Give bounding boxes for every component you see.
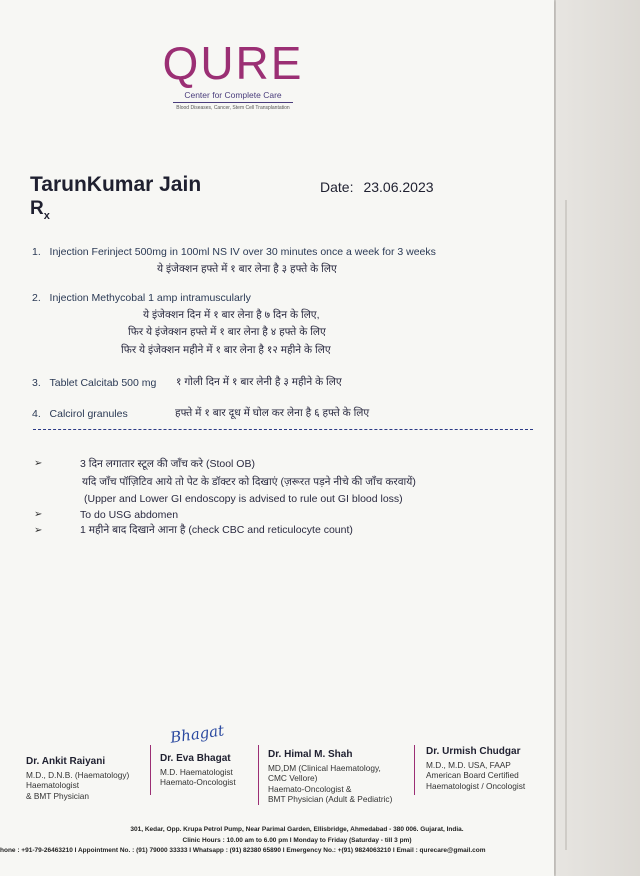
medication-2-instruction-1: ये इंजेक्शन दिन में १ बार लेना है ७ दिन के लिए, (143, 309, 320, 321)
doctor-3: Dr. Himal M. Shah MD,DM (Clinical Haematology, CMC Vellore) Haemato-Oncologist & BMT Physician (Adult & Pediatric) (268, 749, 393, 804)
medication-2-instruction-2: फिर ये इंजेक्शन हफ्ते में १ बार लेना है ४ हफ्ते के लिए (128, 326, 326, 338)
footer-hours: Clinic Hours : 10.00 am to 6.00 pm I Monday to Friday (Saturday - till 3 pm) (182, 837, 412, 844)
note-5: 1 महीने बाद दिखाने आना है (check CBC and reticulocyte count) (80, 524, 353, 536)
doctor-1: Dr. Ankit Raiyani M.D., D.N.B. (Haematology) Haematologist & BMT Physician (26, 756, 130, 801)
doctor-signature: Bhagat (169, 721, 226, 747)
date-value: 23.06.2023 (363, 179, 434, 195)
patient-name: TarunKumar Jain (30, 173, 202, 196)
logo-tagline: Center for Complete Care (184, 90, 282, 100)
page-edge (556, 0, 640, 876)
doctor-divider-3 (414, 745, 415, 795)
logo-subline: Blood Diseases, Cancer, Stem Cell Transplantation (176, 105, 290, 111)
footer-address: 301, Kedar, Opp. Krupa Petrol Pump, Near Parimal Garden, Ellisbridge, Ahmedabad - 380 006. Gujarat, India. (130, 826, 464, 833)
doctor-4: Dr. Urmish Chudgar M.D., M.D. USA, FAAP American Board Certified Haematologist / Oncologist (426, 746, 526, 791)
note-3: (Upper and Lower GI endoscopy is advised to rule out GI blood loss) (84, 493, 403, 505)
note-1-bullet: ➢ (34, 458, 43, 469)
doctor-2: Dr. Eva Bhagat M.D. Haematologist Haemato-Oncologist (160, 753, 236, 787)
medication-2: 2. Injection Methycobal 1 amp intramuscularly (32, 292, 251, 304)
note-2: यदि जाँच पॉज़िटिव आये तो पेट के डॉक्टर को दिखाएं (ज़रूरत पड़ने नीचे की जाँच करवायें) (82, 476, 416, 488)
medication-3: 3. Tablet Calcitab 500 mg (32, 377, 157, 389)
prescription-date (320, 179, 434, 195)
note-5-bullet: ➢ (34, 525, 43, 536)
doctor-divider-1 (150, 745, 151, 795)
note-1: 3 दिन लगातार स्टूल की जाँच करे (Stool OB) (80, 458, 255, 470)
rx-symbol: $R_x$ (30, 198, 50, 222)
medication-1: 1. Injection Ferinject 500mg in 100ml NS IV over 30 minutes once a week for 3 weeks (32, 246, 436, 258)
medication-2-instruction-3: फिर ये इंजेक्शन महीने में १ बार लेना है १२ महीने के लिए (121, 344, 331, 356)
medication-4: 4. Calcirol granules (32, 408, 128, 420)
logo-wordmark: QURE (162, 37, 304, 89)
medication-4-instruction-1: हफ्ते में १ बार दूध में घोल कर लेना है ६ हफ्ते के लिए (175, 407, 370, 419)
date-label: Date: (320, 179, 354, 195)
medication-3-instruction-1: १ गोली दिन में १ बार लेनी है ३ महीने के लिए (176, 376, 342, 388)
section-divider (33, 429, 533, 430)
clinic-logo (158, 37, 308, 111)
page-edge-fold (565, 200, 567, 850)
note-4-bullet: ➢ (34, 509, 43, 520)
medication-1-instruction-1: ये इंजेक्शन हफ्ते में १ बार लेना है ३ हफ्ते के लिए (157, 263, 337, 275)
note-4: To do USG abdomen (80, 509, 179, 521)
footer-contacts: hone : +91-79-26463210 I Appointment No. : (91) 79000 33333 I Whatsapp : (91) 82380 65890 I Emergency No.: +(91) 9824063210 I Email : qurecare@gmail.com (0, 847, 486, 854)
logo-divider (173, 102, 293, 103)
doctor-divider-2 (258, 745, 259, 805)
